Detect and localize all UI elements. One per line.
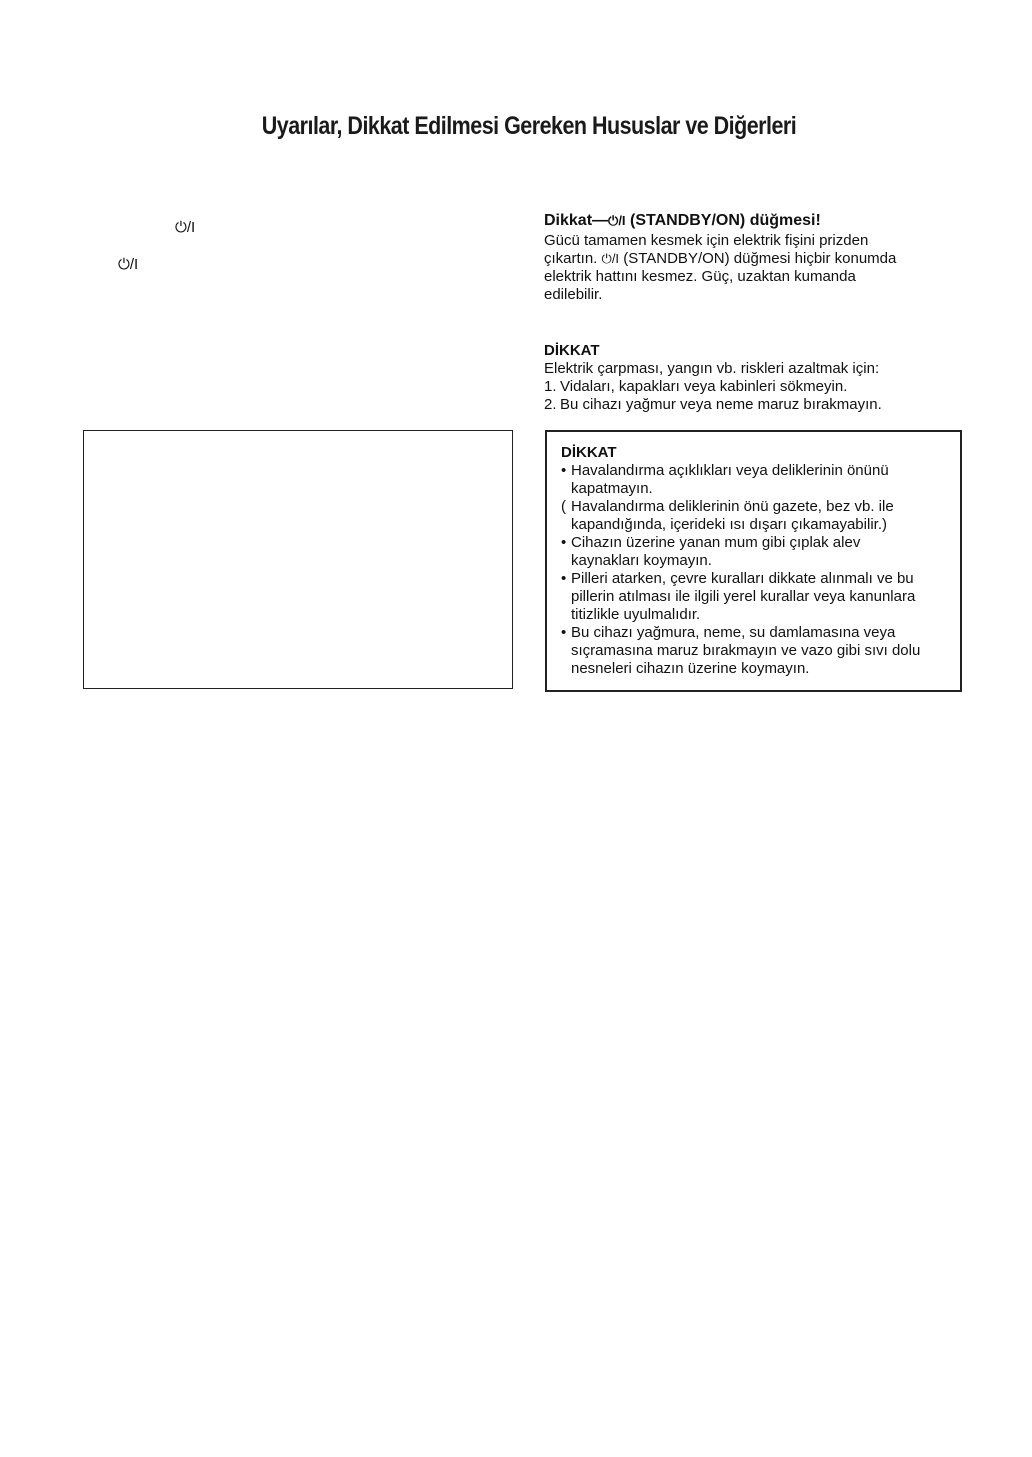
caution-box [545,430,962,692]
standby-heading [544,212,964,230]
power-symbol-1: ⏻/I [175,219,196,236]
page-title: Uyarılar, Dikkat Edilmesi Gereken Hususlar ve Diğerleri [261,112,797,140]
standby-warning-section [544,212,964,304]
caution-item [561,498,948,534]
caution-line: pillerin atılması ile ilgili yerel kurallar veya kanunlara [571,588,916,605]
power-icon: ⏻/I [608,213,626,228]
dikkat-item-number: 2. [544,396,557,413]
standby-line-2 [544,250,964,268]
dikkat-item [544,378,964,396]
caution-item-text [571,498,894,534]
bullet-mark: • [561,570,567,587]
caution-item [561,534,948,570]
caution-heading: DİKKAT [561,444,617,461]
bullet-mark: ( [561,498,566,515]
caution-line: Cihazın üzerine yanan mum gibi çıplak alev [571,534,861,551]
dikkat-item-text: Bu cihazı yağmur veya neme maruz bırakmayın. [560,396,882,413]
caution-line: Bu cihazı yağmura, neme, su damlamasına veya [571,624,896,641]
bullet-mark: • [561,462,567,479]
caution-line: Havalandırma açıklıkları veya deliklerinin önünü [571,462,889,479]
standby-heading-suffix: (STANDBY/ON) düğmesi! [625,212,821,229]
caution-item-text [571,570,915,624]
empty-frame-box [83,430,513,689]
dikkat-intro: Elektrik çarpması, yangın vb. riskleri azaltmak için: [544,360,880,377]
caution-list [561,462,948,678]
standby-line-2-a: çıkartın. [544,250,602,267]
dikkat-item-number: 1. [544,378,557,395]
caution-item [561,462,948,498]
standby-heading-prefix: Dikkat— [544,212,609,229]
caution-item [561,570,948,624]
power-icon-inline: ⏻/I [601,251,620,266]
caution-line: kaynakları koymayın. [571,552,712,569]
caution-line: Pilleri atarken, çevre kuralları dikkate alınmalı ve bu [571,570,914,587]
bullet-mark: • [561,534,567,551]
caution-item-text [571,624,920,678]
dikkat-item-text: Vidaları, kapakları veya kabinleri sökmeyin. [560,378,848,395]
dikkat-item [544,396,964,414]
caution-line: nesneleri cihazın üzerine koymayın. [571,660,810,677]
standby-line-3: elektrik hattını kesmez. Güç, uzaktan kumanda [544,268,856,285]
dikkat-section [544,342,964,414]
dikkat-heading: DİKKAT [544,342,600,359]
caution-line: kapatmayın. [571,480,653,497]
standby-line-1: Gücü tamamen kesmek için elektrik fişini prizden [544,232,869,249]
caution-line: kapandığında, içerideki ısı dışarı çıkamayabilir.) [571,516,887,533]
caution-line: sıçramasına maruz bırakmayın ve vazo gibi sıvı dolu [571,642,921,659]
caution-line: titizlikle uyulmalıdır. [571,606,701,623]
bullet-mark: • [561,624,567,641]
caution-item-text [571,534,860,570]
caution-item-text [571,462,889,498]
caution-item [561,624,948,678]
caution-line: Havalandırma deliklerinin önü gazete, bez vb. ile [571,498,894,515]
standby-line-2-b: (STANDBY/ON) düğmesi hiçbir konumda [619,250,897,267]
standby-line-4: edilebilir. [544,286,603,303]
power-symbol-2: ⏻/I [118,256,139,273]
